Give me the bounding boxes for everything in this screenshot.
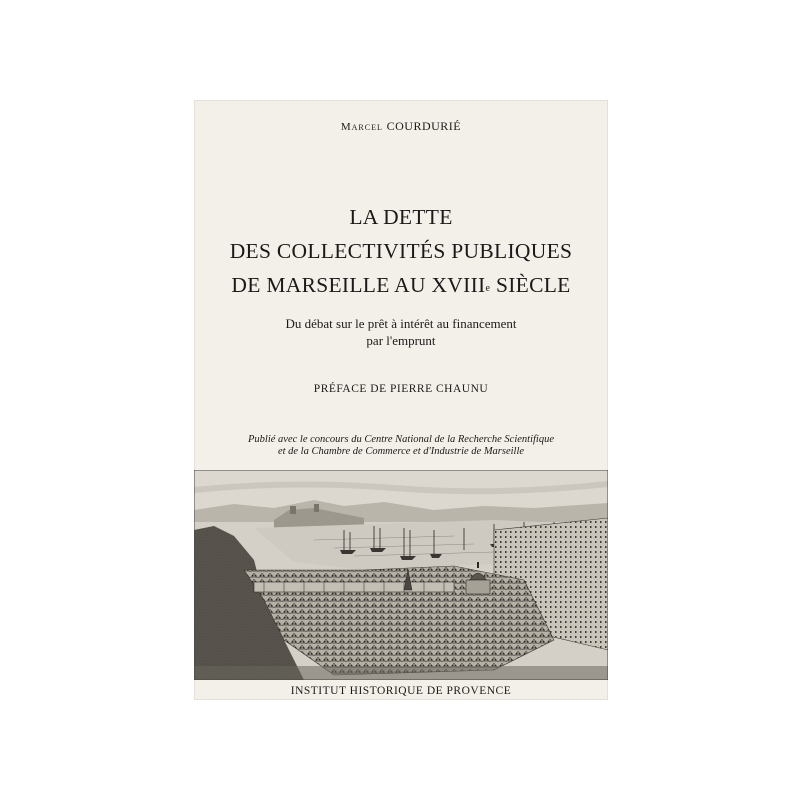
marseille-harbor-engraving bbox=[194, 470, 608, 680]
title-line-3-main: DE MARSEILLE AU XVIII bbox=[231, 273, 486, 297]
author-last-name: COURDURIÉ bbox=[386, 119, 462, 133]
author-first-name: Marcel bbox=[340, 121, 383, 133]
publisher-name: INSTITUT HISTORIQUE DE PROVENCE bbox=[290, 685, 512, 697]
title-line-3 bbox=[194, 268, 608, 302]
credit-line-1: Publié avec le concours du Centre National de la Recherche Scientifique bbox=[248, 434, 554, 445]
title-line-3-end: SIÈCLE bbox=[490, 273, 571, 297]
title-line-2: DES COLLECTIVITÉS PUBLIQUES bbox=[229, 239, 573, 263]
author-name bbox=[194, 119, 608, 134]
century-superscript: e bbox=[485, 283, 491, 294]
subtitle-line-2: par l'emprunt bbox=[366, 333, 436, 348]
title-line-1: LA DETTE bbox=[349, 205, 453, 229]
book-cover bbox=[194, 100, 608, 700]
subtitle-line-1: Du débat sur le prêt à intérêt au financement bbox=[285, 316, 517, 331]
credit-line-2: et de la Chambre de Commerce et d'Industrie de Marseille bbox=[277, 446, 525, 457]
book-title bbox=[194, 200, 608, 302]
publication-support-credit bbox=[194, 434, 608, 458]
preface-credit: PRÉFACE DE PIERRE CHAUNU bbox=[313, 383, 489, 395]
book-subtitle bbox=[194, 315, 608, 349]
